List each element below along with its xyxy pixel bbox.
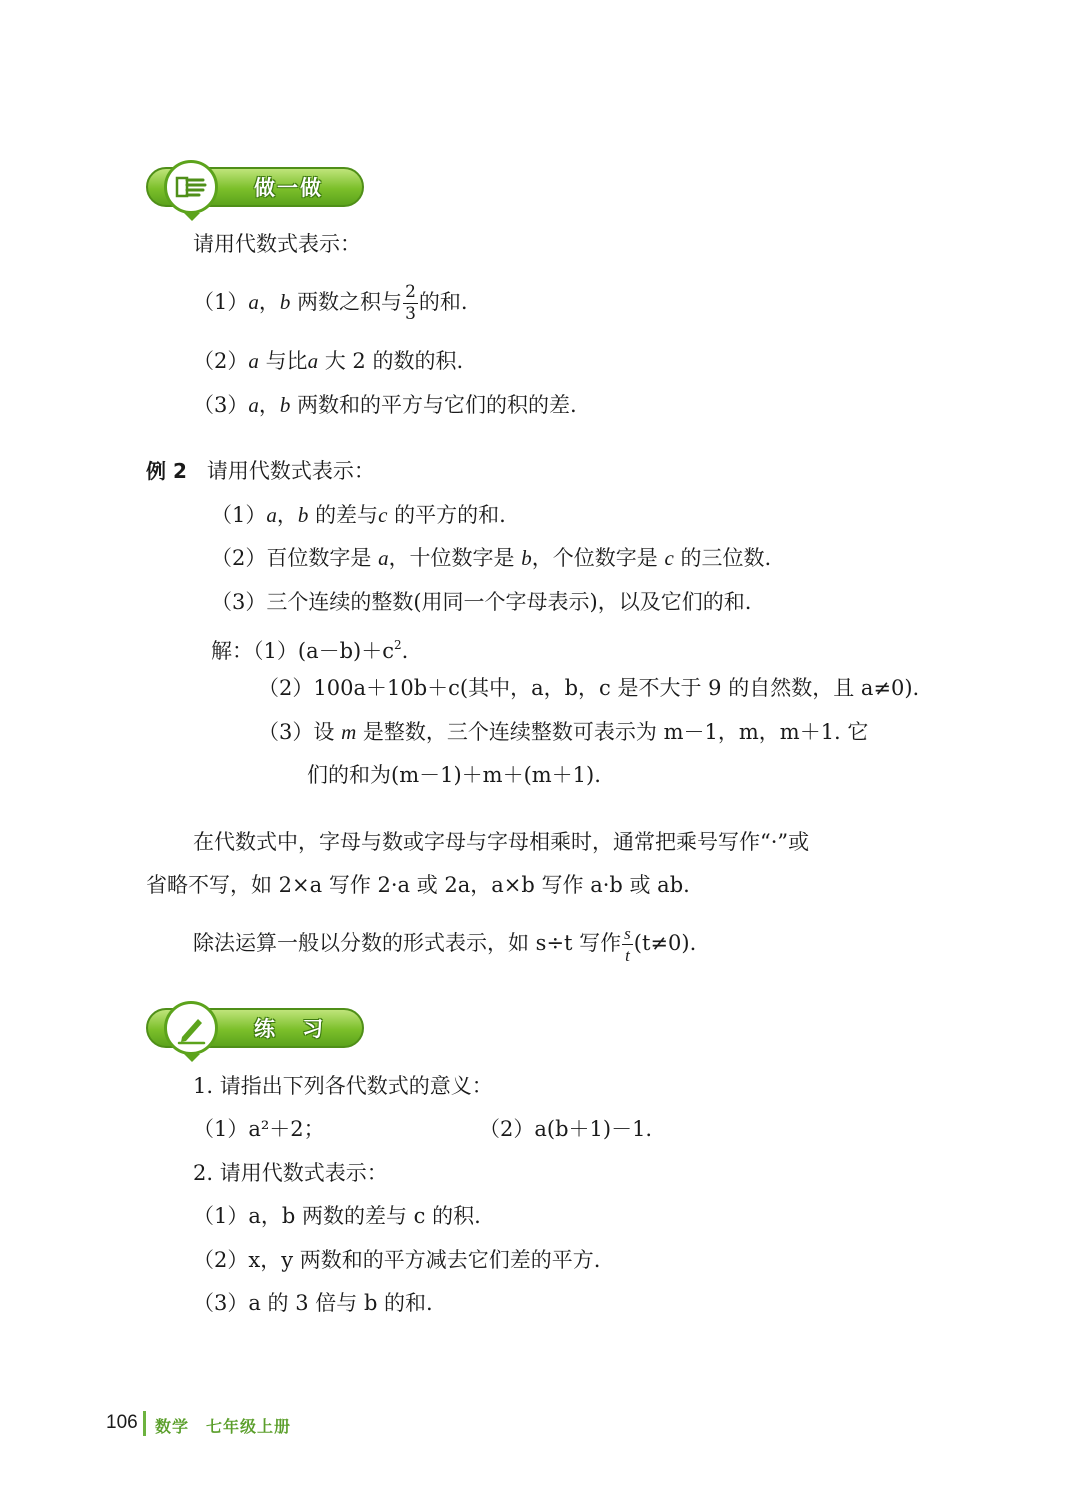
footer-divider [143, 1411, 146, 1436]
do-it-banner [146, 167, 364, 207]
page-number: 106 [106, 1412, 138, 1433]
do-it-item-1: （1）a，b 两数之积与 $\frac{2}{3}$ 的和. [193, 282, 468, 324]
solution-1: 解：$(1)(a-b)+c^2$. [211, 638, 409, 663]
book-title: 数学 七年级上册 [155, 1417, 292, 1436]
banner-pointer [184, 213, 200, 221]
example-label: 例 2 [146, 459, 187, 483]
hand-icon [164, 160, 218, 214]
practice-q1-a: （1）a²＋2； [193, 1117, 325, 1141]
practice-q1-b: （2）a(b＋1)－1. [479, 1117, 653, 1141]
example-q3: （3）三个连续的整数(用同一个字母表示)，以及它们的和. [211, 590, 752, 614]
example-q2: （2）百位数字是 a，十位数字是 b，个位数字是 c 的三位数. [211, 546, 772, 570]
solution-2: （2）100a＋10b＋c(其中，a，b，c 是不大于 9 的自然数，且 a≠0). [258, 676, 920, 700]
practice-banner [146, 1008, 364, 1048]
practice-q1: 1. 请指出下列各代数式的意义： [193, 1074, 493, 1098]
solution-3-line-1: （3）设 m 是整数，三个连续整数可表示为 m－1，m，m＋1. 它 [258, 720, 869, 744]
do-it-title: 做一做 [254, 176, 323, 200]
example-heading: 例 2 请用代数式表示： [146, 459, 375, 483]
do-it-intro: 请用代数式表示： [193, 232, 361, 256]
note-paragraph-1-line-2: 省略不写，如 2×a 写作 2·a 或 2a，a×b 写作 a·b 或 ab. [146, 873, 690, 897]
note-paragraph-1-line-1: 在代数式中，字母与数或字母与字母相乘时，通常把乘号写作“·”或 [193, 830, 810, 854]
banner-pointer [184, 1054, 200, 1062]
practice-q2-1: （1）a，b 两数的差与 c 的积. [193, 1204, 481, 1228]
do-it-item-3: （3）a，b 两数和的平方与它们的积的差. [193, 393, 577, 417]
practice-title: 练 习 [254, 1017, 334, 1041]
practice-q2: 2. 请用代数式表示： [193, 1161, 388, 1185]
practice-q2-3: （3）a 的 3 倍与 b 的和. [193, 1291, 433, 1315]
practice-q2-2: （2）x，y 两数和的平方减去它们差的平方. [193, 1248, 601, 1272]
do-it-item-2: （2）a 与比a 大 2 的数的积. [193, 349, 464, 373]
fraction-s-over-t: $\frac{s}{t}$ [624, 924, 631, 965]
fraction-two-thirds: $\frac{2}{3}$ [405, 282, 416, 324]
example-q1: （1）a，b 的差与c 的平方的和. [211, 503, 506, 527]
pencil-icon [164, 1001, 218, 1055]
note-paragraph-2: 除法运算一般以分数的形式表示，如 s÷t 写作 $\frac{s}{t}$ (t≠0). [193, 924, 697, 965]
solution-3-line-2: 们的和为(m－1)＋m＋(m＋1). [307, 763, 601, 787]
